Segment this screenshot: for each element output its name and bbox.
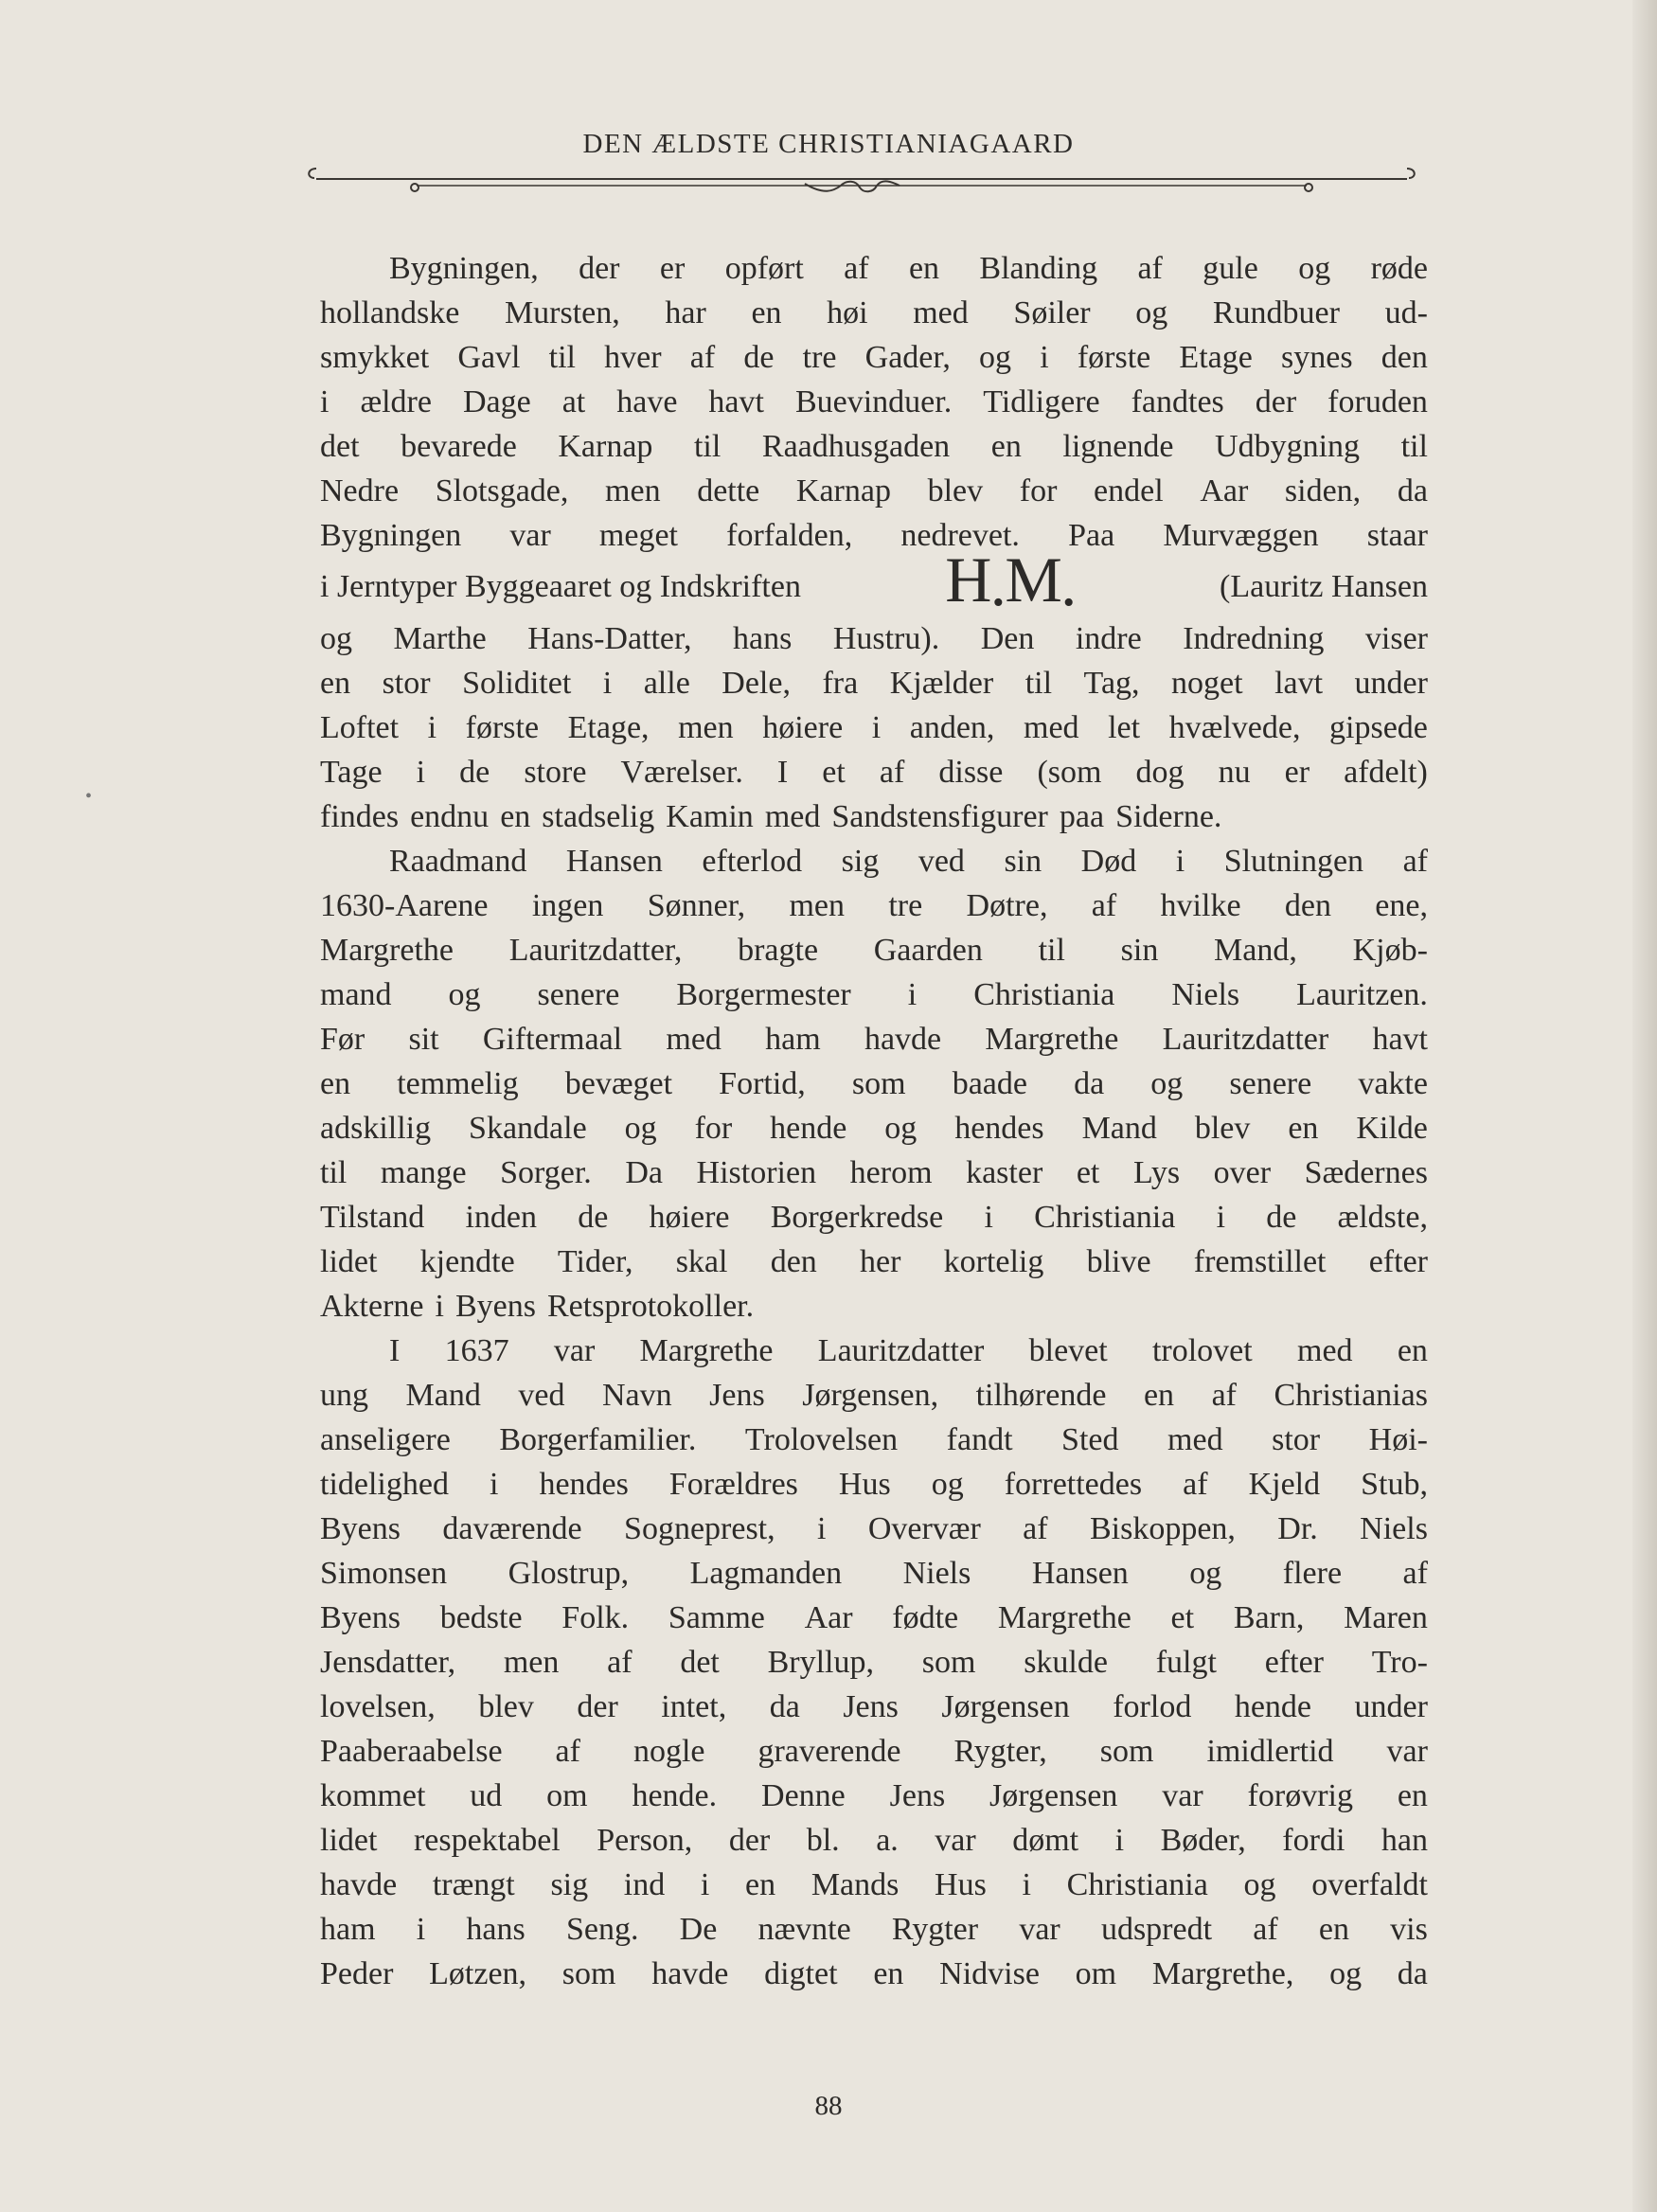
- text-line: Simonsen Glostrup, Lagmanden Niels Hansen og flere af: [320, 1556, 1428, 1591]
- text-line: I 1637 var Margrethe Lauritzdatter blevet trolovet med en: [389, 1333, 1428, 1368]
- text-line: og Marthe Hans-Datter, hans Hustru). Den indre Indredning viser: [320, 621, 1428, 656]
- text-line: Bygningen, der er opført af en Blanding af gule og røde: [389, 251, 1428, 286]
- text-line: Margrethe Lauritzdatter, bragte Gaarden til sin Mand, Kjøb-: [320, 933, 1428, 968]
- text-line: tidelighed i hendes Forældres Hus og forrettedes af Kjeld Stub,: [320, 1467, 1428, 1502]
- text-line: lovelsen, blev der intet, da Jens Jørgensen forlod hende under: [320, 1689, 1428, 1724]
- page-number: 88: [814, 2091, 843, 2121]
- margin-speck: •: [85, 786, 93, 807]
- text-line: Byens daværende Sogneprest, i Overvær af Biskoppen, Dr. Niels: [320, 1511, 1428, 1546]
- text-line: Loftet i første Etage, men høiere i anden, med let hvælvede, gipsede: [320, 710, 1428, 745]
- text-line: Peder Løtzen, som havde digtet en Nidvise om Margrethe, og da: [320, 1956, 1428, 1991]
- body-text: [320, 246, 1428, 1996]
- text-line: Paaberaabelse af nogle graverende Rygter, som imidlertid var: [320, 1734, 1428, 1769]
- text-line: Byens bedste Folk. Samme Aar fødte Margrethe et Barn, Maren: [320, 1600, 1428, 1635]
- monogram-inscription: [945, 544, 1076, 620]
- text-line: smykket Gavl til hver af de tre Gader, og i første Etage synes den: [320, 340, 1428, 375]
- text-line: ham i hans Seng. De nævnte Rygter var udspredt af en vis: [320, 1912, 1428, 1947]
- monogram-line-after: (Lauritz Hansen: [1220, 569, 1428, 604]
- text-line: Raadmand Hansen efterlod sig ved sin Død i Slutningen af: [389, 844, 1428, 879]
- text-line: i ældre Dage at have havt Buevinduer. Tidligere fandtes der foruden: [320, 384, 1428, 419]
- monogram-line: [320, 544, 1428, 620]
- text-line: Før sit Giftermaal med ham havde Margrethe Lauritzdatter havt: [320, 1022, 1428, 1057]
- text-line: lidet respektabel Person, der bl. a. var dømt i Bøder, fordi han: [320, 1823, 1428, 1858]
- text-line: Tilstand inden de høiere Borgerkredse i Christiania i de ældste,: [320, 1200, 1428, 1235]
- text-line: en temmelig bevæget Fortid, som baade da og senere vakte: [320, 1066, 1428, 1101]
- text-line: det bevarede Karnap til Raadhusgaden en lignende Udbygning til: [320, 429, 1428, 464]
- text-line: ung Mand ved Navn Jens Jørgensen, tilhørende en af Christianias: [320, 1378, 1428, 1413]
- text-line: mand og senere Borgermester i Christiania Niels Lauritzen.: [320, 977, 1428, 1012]
- text-line: anseligere Borgerfamilier. Trolovelsen fandt Sted med stor Høi-: [320, 1422, 1428, 1457]
- monogram-dot: •: [992, 585, 1006, 620]
- text-line: lidet kjendte Tider, skal den her kortelig blive fremstillet efter: [320, 1244, 1428, 1279]
- text-line: til mange Sorger. Da Historien herom kaster et Lys over Sædernes: [320, 1155, 1428, 1190]
- text-line: 1630-Aarene ingen Sønner, men tre Døtre, af hvilke den ene,: [320, 888, 1428, 923]
- text-line: Jensdatter, men af det Bryllup, som skulde fulgt efter Tro-: [320, 1645, 1428, 1680]
- text-line: findes endnu en stadselig Kamin med Sandstensfigurer paa Siderne.: [320, 799, 1222, 834]
- page-edge-shadow: [1632, 0, 1657, 2212]
- running-head: DEN ÆLDSTE CHRISTIANIAGAARD: [582, 129, 1075, 159]
- text-line: Nedre Slotsgade, men dette Karnap blev for endel Aar siden, da: [320, 473, 1428, 508]
- text-line: Bygningen var meget forfalden, nedrevet. Paa Murvæggen staar: [320, 518, 1428, 553]
- monogram-line-before: i Jerntyper Byggeaaret og Indskriften: [320, 569, 801, 604]
- text-line: adskillig Skandale og for hende og hendes Mand blev en Kilde: [320, 1111, 1428, 1146]
- monogram-dot: •: [1062, 585, 1076, 620]
- text-line: havde trængt sig ind i en Mands Hus i Christiania og overfaldt: [320, 1867, 1428, 1902]
- text-line: Tage i de store Værelser. I et af disse (som dog nu er afdelt): [320, 755, 1428, 790]
- text-line: kommet ud om hende. Denne Jens Jørgensen var forøvrig en: [320, 1778, 1428, 1813]
- header-rule-ornament: [303, 152, 1420, 208]
- monogram-letter-m: M: [1005, 544, 1063, 615]
- text-line: en stor Soliditet i alle Dele, fra Kjælder til Tag, noget lavt under: [320, 666, 1428, 701]
- text-line: hollandske Mursten, har en høi med Søiler og Rundbuer ud-: [320, 295, 1428, 330]
- text-line: Akterne i Byens Retsprotokoller.: [320, 1289, 755, 1324]
- monogram-letter-h: H: [945, 544, 993, 615]
